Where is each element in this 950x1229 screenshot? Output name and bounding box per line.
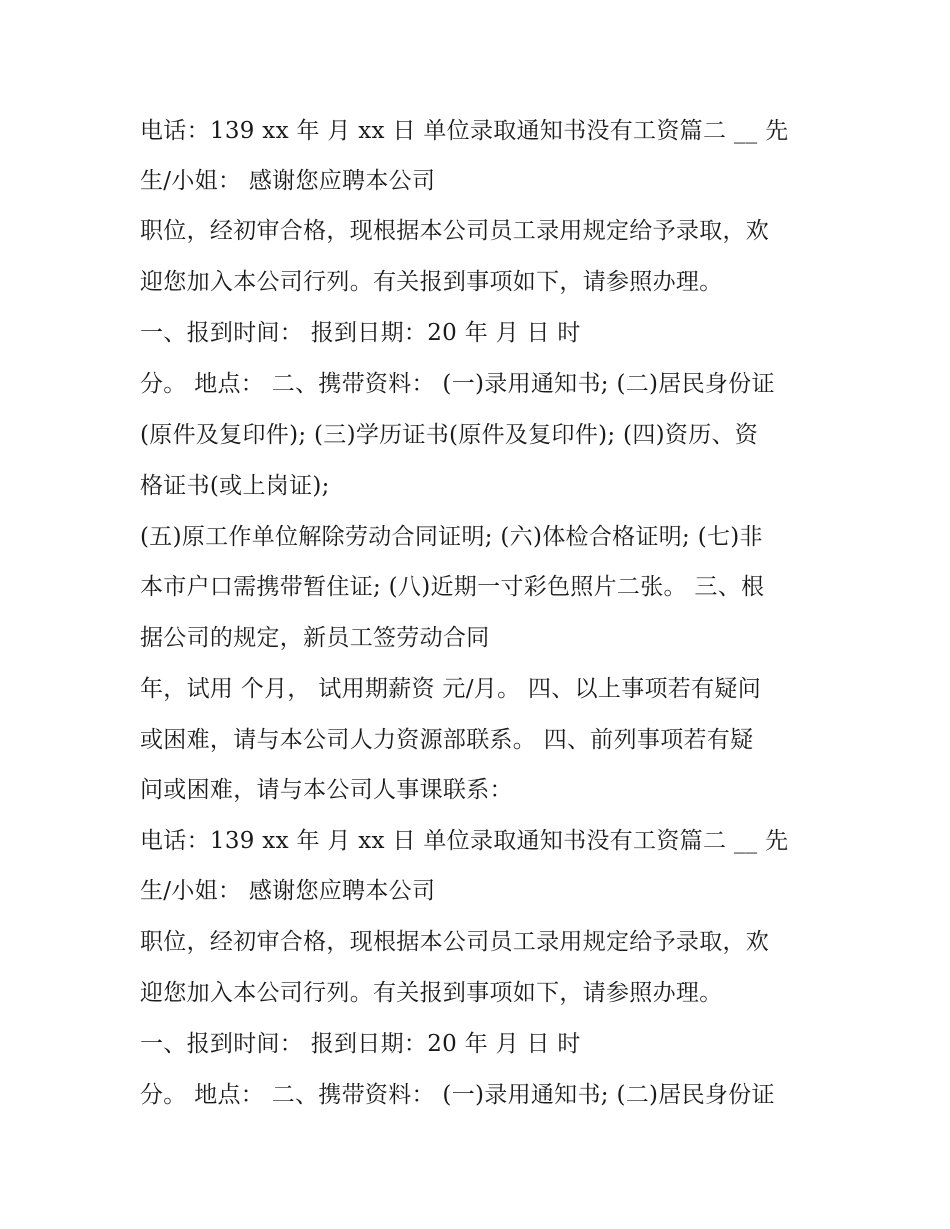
- text-line: 一、报到时间： 报到日期：20 年 月 日 时: [140, 1031, 581, 1057]
- text-line: 一、报到时间： 报到日期：20 年 月 日 时: [140, 320, 581, 346]
- text-line: 迎您加入本公司行列。有关报到事项如下，请参照办理。: [140, 269, 723, 295]
- text-line: 据公司的规定，新员工签劳动合同: [140, 625, 490, 651]
- text-line: 迎您加入本公司行列。有关报到事项如下，请参照办理。: [140, 980, 723, 1006]
- text-line: 生/小姐： 感谢您应聘本公司: [140, 168, 436, 194]
- text-line: (原件及复印件); (三)学历证书(原件及复印件); (四)资历、资: [140, 422, 759, 448]
- text-line: 电话：139 xx 年 月 xx 日 单位录取通知书没有工资篇二 __ 先: [140, 828, 789, 854]
- text-line: 电话：139 xx 年 月 xx 日 单位录取通知书没有工资篇二 __ 先: [140, 118, 789, 144]
- text-line: 分。 地点： 二、携带资料： (一)录用通知书; (二)居民身份证: [140, 371, 775, 397]
- text-line: 职位，经初审合格，现根据本公司员工录用规定给予录取，欢: [140, 218, 770, 244]
- text-line: 年，试用 个月， 试用期薪资 元/月。 四、以上事项若有疑问: [140, 676, 761, 702]
- text-line: 问或困难，请与本公司人事课联系：: [140, 777, 513, 803]
- text-line: 格证书(或上岗证);: [140, 473, 330, 499]
- text-line: 或困难，请与本公司人力资源部联系。 四、前列事项若有疑: [140, 727, 754, 753]
- text-line: 分。 地点： 二、携带资料： (一)录用通知书; (二)居民身份证: [140, 1082, 775, 1108]
- text-line: (五)原工作单位解除劳动合同证明; (六)体检合格证明; (七)非: [140, 524, 763, 550]
- text-line: 职位，经初审合格，现根据本公司员工录用规定给予录取，欢: [140, 929, 770, 955]
- text-line: 本市户口需携带暂住证; (八)近期一寸彩色照片二张。 三、根: [140, 574, 765, 600]
- text-line: 生/小姐： 感谢您应聘本公司: [140, 878, 436, 904]
